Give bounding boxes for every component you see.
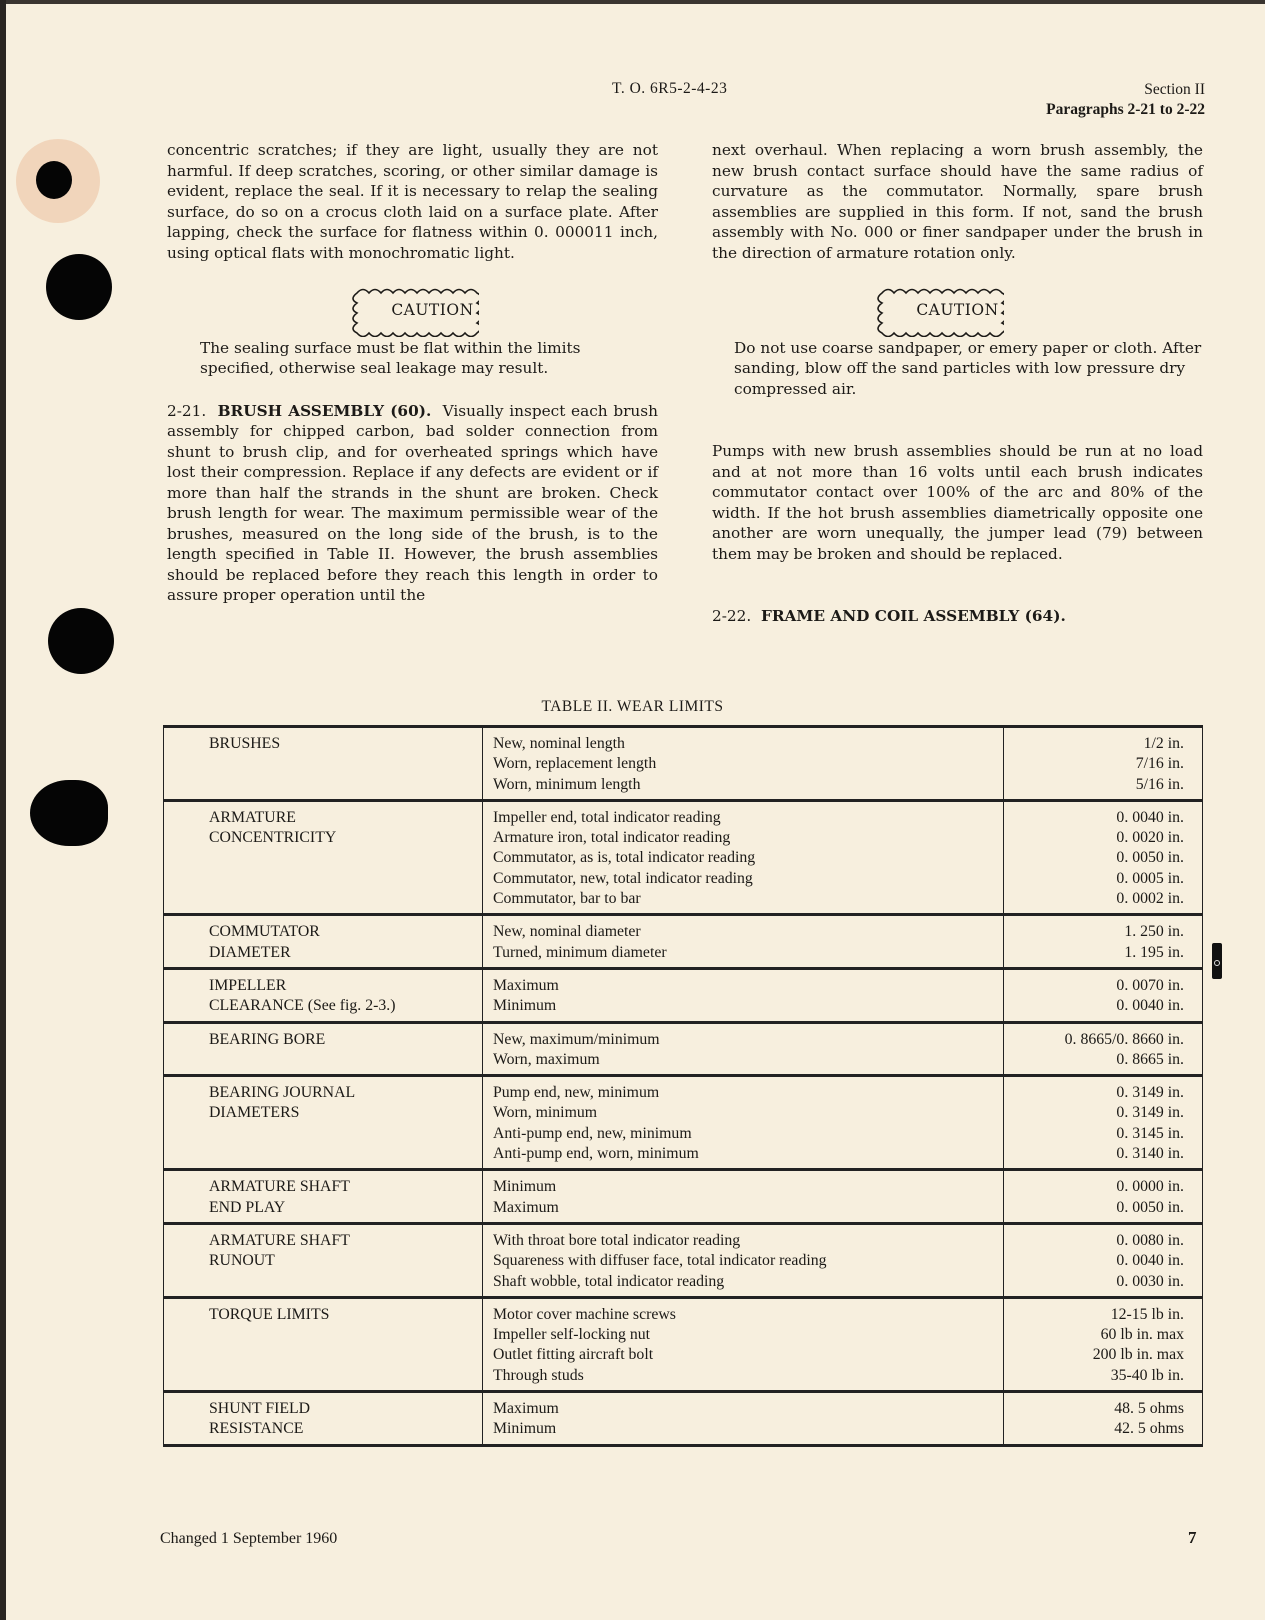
part-name: BEARING JOURNAL [209, 1084, 356, 1102]
caution-badge [874, 285, 1040, 336]
limit-value: 1. 250 in. [1124, 923, 1184, 941]
limit-value: 200 lb in. max [1092, 1346, 1184, 1364]
section-label: Section II [1144, 81, 1205, 98]
limit-description: With throat bore total indicator reading [493, 1231, 741, 1249]
pumps-paragraph: Pumps with new brush assemblies should be run at no load and at not more than 16 volts until each brush indicates commutator contact over 100% of the arc and 80% of the width. If the hot brush assemblies diametrically opposite one another are worn unequally, the jumper lead (79) between them may be broken and should be replaced. [712, 442, 1203, 563]
limit-value: 0. 0050 in. [1116, 1198, 1184, 1216]
description-cell [483, 915, 1004, 969]
limit-description: New, maximum/minimum [493, 1030, 660, 1048]
limit-value: 0. 0030 in. [1116, 1272, 1184, 1290]
paragraph-number: 2-21. [167, 401, 207, 420]
limit-value: 0. 0040 in. [1116, 997, 1184, 1015]
part-name: DIAMETER [209, 943, 291, 961]
caution-text: Do not use coarse sandpaper, or emery paper or cloth. After sanding, blow off the sand particles with low pressure dry compressed air. [734, 338, 1202, 398]
limit-value: 0. 3149 in. [1116, 1084, 1184, 1102]
limit-value: 0. 0040 in. [1116, 808, 1184, 826]
limit-value-cell [1004, 727, 1203, 801]
limit-description: Worn, minimum length [493, 775, 641, 793]
limit-value: 0. 0070 in. [1116, 976, 1184, 994]
limit-value: 0. 3145 in. [1116, 1124, 1184, 1142]
table-row [164, 915, 1203, 969]
punch-hole [48, 608, 114, 674]
caution-badge [349, 285, 515, 336]
intro-paragraph: concentric scratches; if they are light, usually they are not harmful. If deep scratches, scoring, or other similar damage is evident, replace the seal. If it is necessary to relap the sealing surface, do so on a crocus cloth laid on a surface plate. After lapping, check the surface for flatness within 0. 000011 inch, using optical flats with monochromatic light. [167, 141, 658, 262]
table-row [164, 968, 1203, 1022]
limit-description: Outlet fitting aircraft bolt [493, 1346, 654, 1364]
part-name: CLEARANCE (See fig. 2-3.) [209, 997, 396, 1015]
limit-description: Through studs [493, 1366, 584, 1384]
right-column [712, 140, 1203, 627]
part-name: RUNOUT [209, 1252, 275, 1270]
limit-value-cell [1004, 1170, 1203, 1224]
caution-box [712, 285, 1203, 336]
limit-description: Armature iron, total indicator reading [493, 829, 731, 847]
limit-description: Turned, minimum diameter [493, 943, 667, 961]
limit-value-cell [1004, 1223, 1203, 1297]
limit-description: New, nominal diameter [493, 923, 641, 941]
caution-box [207, 285, 658, 336]
part-name: ARMATURE SHAFT [209, 1231, 350, 1249]
limit-value: 0. 0000 in. [1116, 1178, 1184, 1196]
table-row [164, 1170, 1203, 1224]
limit-description: New, nominal length [493, 735, 625, 752]
description-cell [483, 727, 1004, 801]
description-cell [483, 1297, 1004, 1391]
limit-value: 0. 0080 in. [1116, 1231, 1184, 1249]
description-cell [483, 800, 1004, 914]
limit-value: 0. 3140 in. [1116, 1145, 1184, 1163]
limit-description: Minimum [493, 997, 557, 1015]
part-name: SHUNT FIELD [209, 1400, 311, 1418]
part-cell [164, 1170, 483, 1224]
left-column [167, 140, 658, 606]
limit-description: Anti-pump end, worn, minimum [493, 1145, 699, 1163]
part-cell [164, 727, 483, 801]
description-cell [483, 1076, 1004, 1170]
wear-limits-table [163, 725, 1203, 1447]
limit-description: Minimum [493, 1420, 557, 1438]
limit-description: Maximum [493, 976, 559, 994]
part-cell [164, 1022, 483, 1076]
limit-value-cell [1004, 1076, 1203, 1170]
limit-description: Maximum [493, 1198, 559, 1216]
limit-value-cell [1004, 800, 1203, 914]
limit-value: 0. 0020 in. [1116, 829, 1184, 847]
limit-description: Worn, minimum [493, 1104, 598, 1122]
paragraph-number: 2-22. [712, 607, 752, 625]
punch-hole [36, 161, 72, 199]
limit-value-cell [1004, 1297, 1203, 1391]
limit-value: 48. 5 ohms [1114, 1400, 1184, 1418]
tab-marker-dot-icon [1214, 960, 1220, 966]
part-cell [164, 1297, 483, 1391]
limit-value: 42. 5 ohms [1114, 1420, 1184, 1438]
limit-description: Minimum [493, 1178, 557, 1196]
limit-description: Worn, replacement length [493, 755, 657, 773]
page-number: 7 [1188, 1528, 1197, 1547]
table-row [164, 1022, 1203, 1076]
table-body [164, 727, 1203, 1446]
limit-value: 0. 8665 in. [1116, 1050, 1184, 1068]
limit-value-cell [1004, 968, 1203, 1022]
limit-value-cell [1004, 1022, 1203, 1076]
table-row [164, 1223, 1203, 1297]
part-cell [164, 1076, 483, 1170]
limit-description: Anti-pump end, new, minimum [493, 1124, 692, 1142]
table-row [164, 1076, 1203, 1170]
limit-description: Motor cover machine screws [493, 1305, 676, 1323]
limit-value: 12-15 lb in. [1110, 1305, 1184, 1323]
limit-value: 1/2 in. [1143, 735, 1184, 752]
limit-description: Impeller self-locking nut [493, 1326, 651, 1344]
part-name: IMPELLER [209, 976, 287, 994]
part-name: ARMATURE [209, 808, 296, 826]
limit-description: Squareness with diffuser face, total indicator reading [493, 1252, 827, 1270]
section-tab-marker [1212, 943, 1222, 979]
description-cell [483, 1392, 1004, 1446]
limit-value: 0. 0005 in. [1116, 869, 1184, 887]
limit-description: Maximum [493, 1400, 559, 1418]
part-cell [164, 915, 483, 969]
tech-order-number: T. O. 6R5-2-4-23 [612, 80, 728, 97]
limit-value: 0. 8665/0. 8660 in. [1064, 1030, 1184, 1048]
paragraph-range: Paragraphs 2-21 to 2-22 [1046, 101, 1205, 118]
continuation-paragraph: next overhaul. When replacing a worn brush assembly, the new brush contact surface should have the same radius of curvature as the commutator. Normally, spare brush assemblies are supplied in this form. If not, sand the brush assembly with No. 000 or finer sandpaper under the brush in the direction of armature rotation only. [712, 141, 1203, 262]
limit-value-cell [1004, 1392, 1203, 1446]
part-cell [164, 1223, 483, 1297]
limit-value: 0. 3149 in. [1116, 1104, 1184, 1122]
limit-value: 0. 0040 in. [1116, 1252, 1184, 1270]
table-row [164, 1392, 1203, 1446]
limit-description: Worn, maximum [493, 1050, 600, 1068]
part-name: COMMUTATOR [209, 923, 320, 941]
change-note: Changed 1 September 1960 [160, 1530, 338, 1547]
paragraph-heading: BRUSH ASSEMBLY (60). [217, 401, 432, 420]
limit-value: 35-40 lb in. [1110, 1366, 1184, 1384]
description-cell [483, 1022, 1004, 1076]
limit-description: Shaft wobble, total indicator reading [493, 1272, 725, 1290]
paragraph-2-22 [712, 606, 1203, 627]
limit-description: Commutator, as is, total indicator reading [493, 849, 756, 867]
part-name: TORQUE LIMITS [209, 1305, 330, 1323]
part-name: DIAMETERS [209, 1104, 300, 1122]
part-cell [164, 800, 483, 914]
part-cell [164, 1392, 483, 1446]
punch-hole [46, 254, 112, 320]
limit-description: Commutator, new, total indicator reading [493, 869, 753, 887]
limit-description: Commutator, bar to bar [493, 890, 641, 908]
limit-value: 5/16 in. [1135, 775, 1184, 793]
limit-value: 60 lb in. max [1100, 1326, 1184, 1344]
table-title: TABLE II. WEAR LIMITS [541, 698, 724, 715]
limit-description: Pump end, new, minimum [493, 1084, 660, 1102]
part-name: RESISTANCE [209, 1420, 304, 1438]
description-cell [483, 1170, 1004, 1224]
table-row [164, 1297, 1203, 1391]
limit-value: 0. 0050 in. [1116, 849, 1184, 867]
page-top-edge [0, 0, 1265, 4]
description-cell [483, 968, 1004, 1022]
part-name: BEARING BORE [209, 1030, 326, 1048]
part-name: CONCENTRICITY [209, 829, 337, 847]
part-name: BRUSHES [209, 735, 281, 752]
punch-hole [30, 780, 108, 846]
limit-value: 7/16 in. [1135, 755, 1184, 773]
page-left-edge [0, 0, 6, 1620]
limit-value: 0. 0002 in. [1116, 890, 1184, 908]
part-name: END PLAY [209, 1198, 286, 1216]
caution-label: CAUTION [916, 301, 999, 319]
part-name: ARMATURE SHAFT [209, 1178, 350, 1196]
paragraph-body: Visually inspect each brush assembly for chipped carbon, bad solder connection from shunt to brush clip, and for overheated springs which have lost their compression. Replace if any defects are evident or if more than half the strands in the shunt are broken. Check brush length for wear. The maximum permissible wear of the brushes, measured on the long side of the brush, is to the length specified in Table II. However, the brush assemblies should be replaced before they reach this length in order to assure proper operation until the [167, 401, 658, 604]
paragraph-heading: FRAME AND COIL ASSEMBLY (64). [760, 607, 1066, 625]
part-cell [164, 968, 483, 1022]
paragraph-2-21 [167, 401, 658, 606]
limit-value-cell [1004, 915, 1203, 969]
section-header [1046, 80, 1205, 120]
caution-text: The sealing surface must be flat within the limits specified, otherwise seal leakage may result. [200, 338, 581, 377]
table-row [164, 727, 1203, 801]
limit-value: 1. 195 in. [1124, 943, 1184, 961]
limit-description: Impeller end, total indicator reading [493, 808, 721, 826]
description-cell [483, 1223, 1004, 1297]
table-row [164, 800, 1203, 914]
caution-label: CAUTION [391, 301, 474, 319]
